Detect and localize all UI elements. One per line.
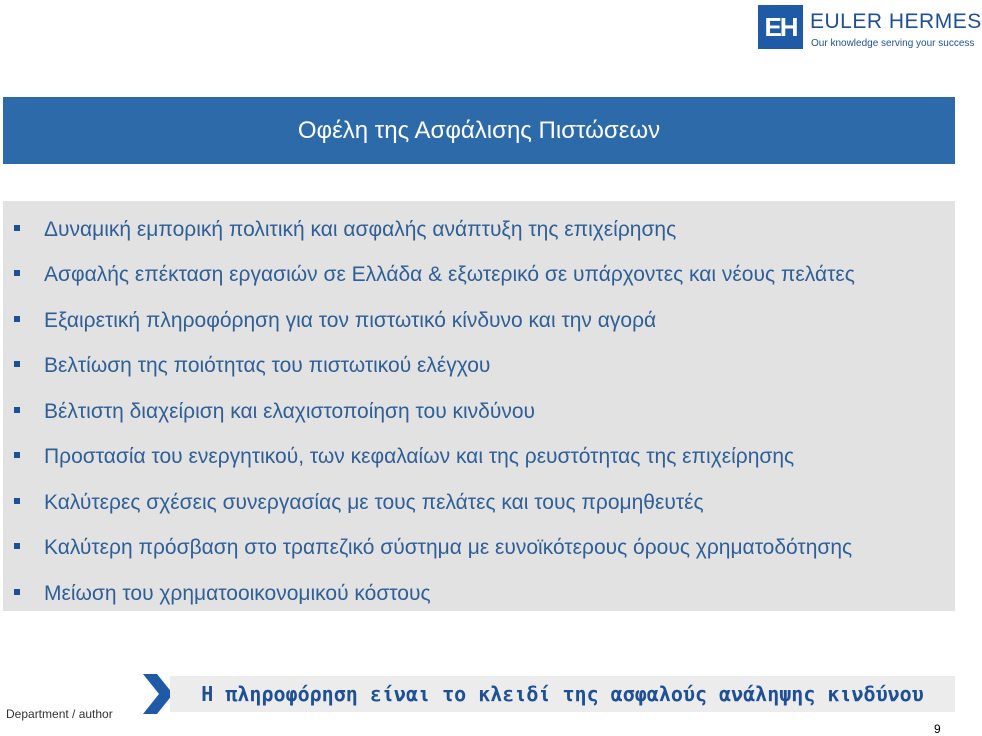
slide-title-bar [3,97,955,164]
chevron-right-icon [143,674,173,714]
square-bullet-icon [14,407,20,413]
list-item [3,435,955,481]
list-item-text: Καλύτερες σχέσεις συνεργασίας με τους πελάτες και τους προμηθευτές [44,490,704,514]
list-item-text: Δυναμική εμπορική πολιτική και ασφαλής ανάπτυξη της επιχείρησης [44,217,677,241]
list-item [3,480,955,526]
square-bullet-icon [14,589,20,595]
list-item-text: Βέλτιστη διαχείριση και ελαχιστοποίηση του κινδύνου [44,399,536,423]
logo-name: EULER HERMES [810,10,982,33]
list-item [3,526,955,572]
list-item-text: Καλύτερη πρόσβαση στο τραπεζικό σύστημα με ευνοϊκότερους όρους χρηματοδότησης [44,536,853,560]
list-item [3,344,955,390]
logo-mark: EH [758,5,803,49]
square-bullet-icon [14,543,20,549]
list-item [3,298,955,344]
slide-title: Οφέλη της Ασφάλισης Πιστώσεων [297,116,661,144]
square-bullet-icon [14,225,20,231]
list-item-text: Προστασία του ενεργητικού, των κεφαλαίων και της ρευστότητας της επιχείρησης [44,445,795,469]
square-bullet-icon [14,498,20,504]
page-number: 9 [934,722,941,736]
benefits-list [3,207,955,617]
footer-tagline-bar [170,676,955,712]
list-item-text: Μείωση του χρηματοοικονομικού κόστους [44,581,431,605]
benefits-panel [3,201,955,611]
list-item-text: Εξαιρετική πληροφόρηση για τον πιστωτικό κίνδυνο και την αγορά [44,308,657,332]
list-item [3,207,955,253]
list-item [3,253,955,299]
square-bullet-icon [14,452,20,458]
footer-tagline: Η πληροφόρηση είναι το κλειδί της ασφαλούς ανάληψης κινδύνου [201,682,924,706]
square-bullet-icon [14,361,20,367]
list-item-text: Ασφαλής επέκταση εργασιών σε Ελλάδα & εξωτερικό σε υπάρχοντες και νέους πελάτες [44,263,855,287]
footer-author: Department / author [6,707,113,721]
list-item [3,389,955,435]
list-item [3,571,955,617]
company-logo [758,5,982,53]
list-item-text: Βελτίωση της ποιότητας του πιστωτικού ελέγχου [44,354,491,378]
square-bullet-icon [14,316,20,322]
square-bullet-icon [14,270,20,276]
logo-tagline: Our knowledge serving your success [811,38,975,49]
